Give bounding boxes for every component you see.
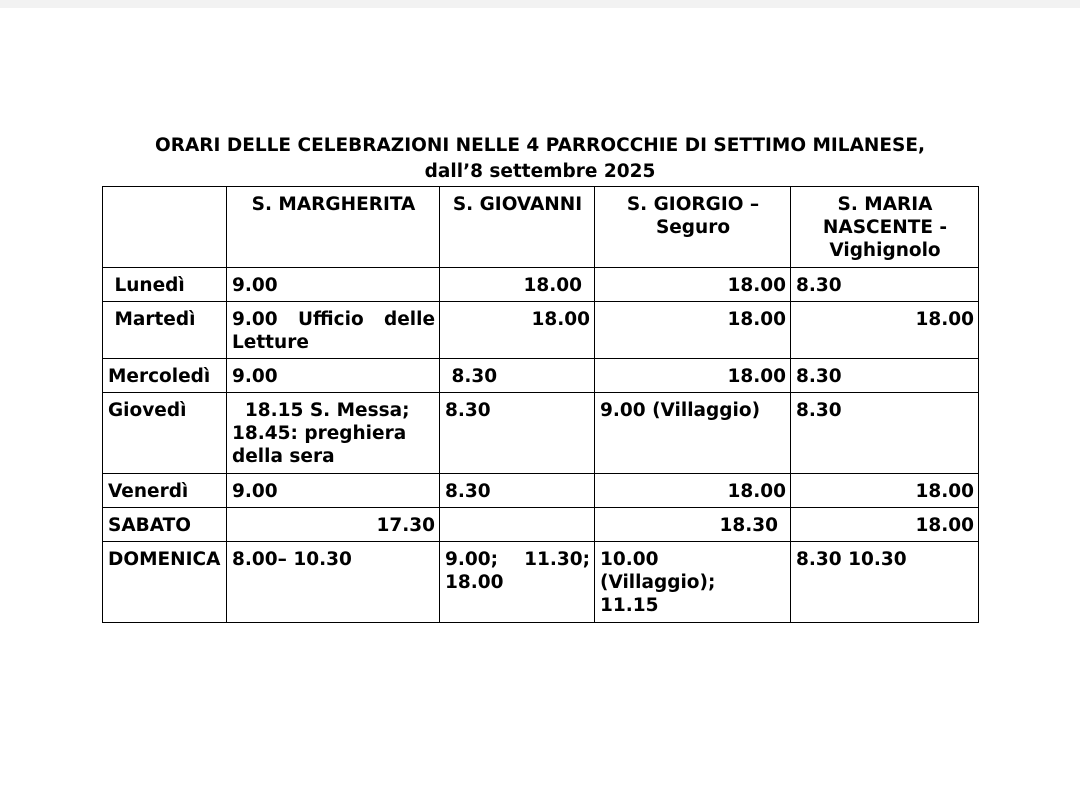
table-cell: 8.30 — [791, 393, 979, 474]
table-row-venerdi — [103, 474, 979, 508]
table-header-row — [103, 187, 979, 268]
day-cell: Venerdì — [103, 474, 227, 508]
table-cell: 8.30 10.30 — [791, 542, 979, 623]
domenica-giorgio-text: 10.00 (Villaggio); 11.15 — [600, 549, 716, 616]
header-s-giovanni: S. GIOVANNI — [440, 187, 595, 268]
table-cell: 8.30 — [440, 474, 595, 508]
table-cell: 8.00– 10.30 — [227, 542, 440, 623]
table-row-martedi — [103, 302, 979, 359]
day-cell: SABATO — [103, 508, 227, 542]
table-cell: 17.30 — [227, 508, 440, 542]
table-cell: 18.15 S. Messa; 18.45: preghiera della sera — [227, 393, 440, 474]
day-cell: Martedì — [103, 302, 227, 359]
table-cell — [440, 508, 595, 542]
header-s-giorgio: S. GIORGIO – Seguro — [595, 187, 791, 268]
table-cell: 9.00; 11.30; 18.00 — [440, 542, 595, 623]
schedule-table — [102, 186, 979, 623]
table-cell: 18.00 — [791, 474, 979, 508]
table-cell — [595, 542, 791, 623]
table-cell: 18.00 — [595, 302, 791, 359]
header-s-margherita: S. MARGHERITA — [227, 187, 440, 268]
table-cell: 9.00 (Villaggio) — [595, 393, 791, 474]
day-cell: Lunedì — [103, 268, 227, 302]
table-row-lunedi — [103, 268, 979, 302]
table-row-mercoledi — [103, 359, 979, 393]
table-cell: 9.00 — [227, 359, 440, 393]
table-row-domenica — [103, 542, 979, 623]
title-line-2: dall’8 settembre 2025 — [424, 161, 656, 182]
table-cell: 18.00 — [791, 508, 979, 542]
header-s-maria-nascente: S. MARIA NASCENTE - Vighignolo — [791, 187, 979, 268]
table-cell: 18.00 — [595, 268, 791, 302]
table-row-sabato — [103, 508, 979, 542]
day-cell: DOMENICA — [103, 542, 227, 623]
table-cell: 18.00 — [595, 359, 791, 393]
document-title — [0, 133, 1080, 185]
table-cell: 8.30 — [440, 359, 595, 393]
table-row-giovedi — [103, 393, 979, 474]
table-cell: 9.00 — [227, 474, 440, 508]
header-cell-empty — [103, 187, 227, 268]
table-cell: 9.00 Ufficio delle Letture — [227, 302, 440, 359]
table-cell: 18.00 — [595, 474, 791, 508]
table-cell: 8.30 — [791, 268, 979, 302]
top-bar — [0, 0, 1080, 8]
title-line-1: ORARI DELLE CELEBRAZIONI NELLE 4 PARROCCHIE DI SETTIMO MILANESE, — [155, 135, 925, 156]
table-cell: 9.00 — [227, 268, 440, 302]
table-cell: 8.30 — [791, 359, 979, 393]
day-cell: Mercoledì — [103, 359, 227, 393]
table-cell: 18.00 — [791, 302, 979, 359]
table-cell: 18.00 — [440, 268, 595, 302]
table-cell: 18.30 — [595, 508, 791, 542]
table-cell: 8.30 — [440, 393, 595, 474]
table-cell: 18.00 — [440, 302, 595, 359]
day-cell: Giovedì — [103, 393, 227, 474]
